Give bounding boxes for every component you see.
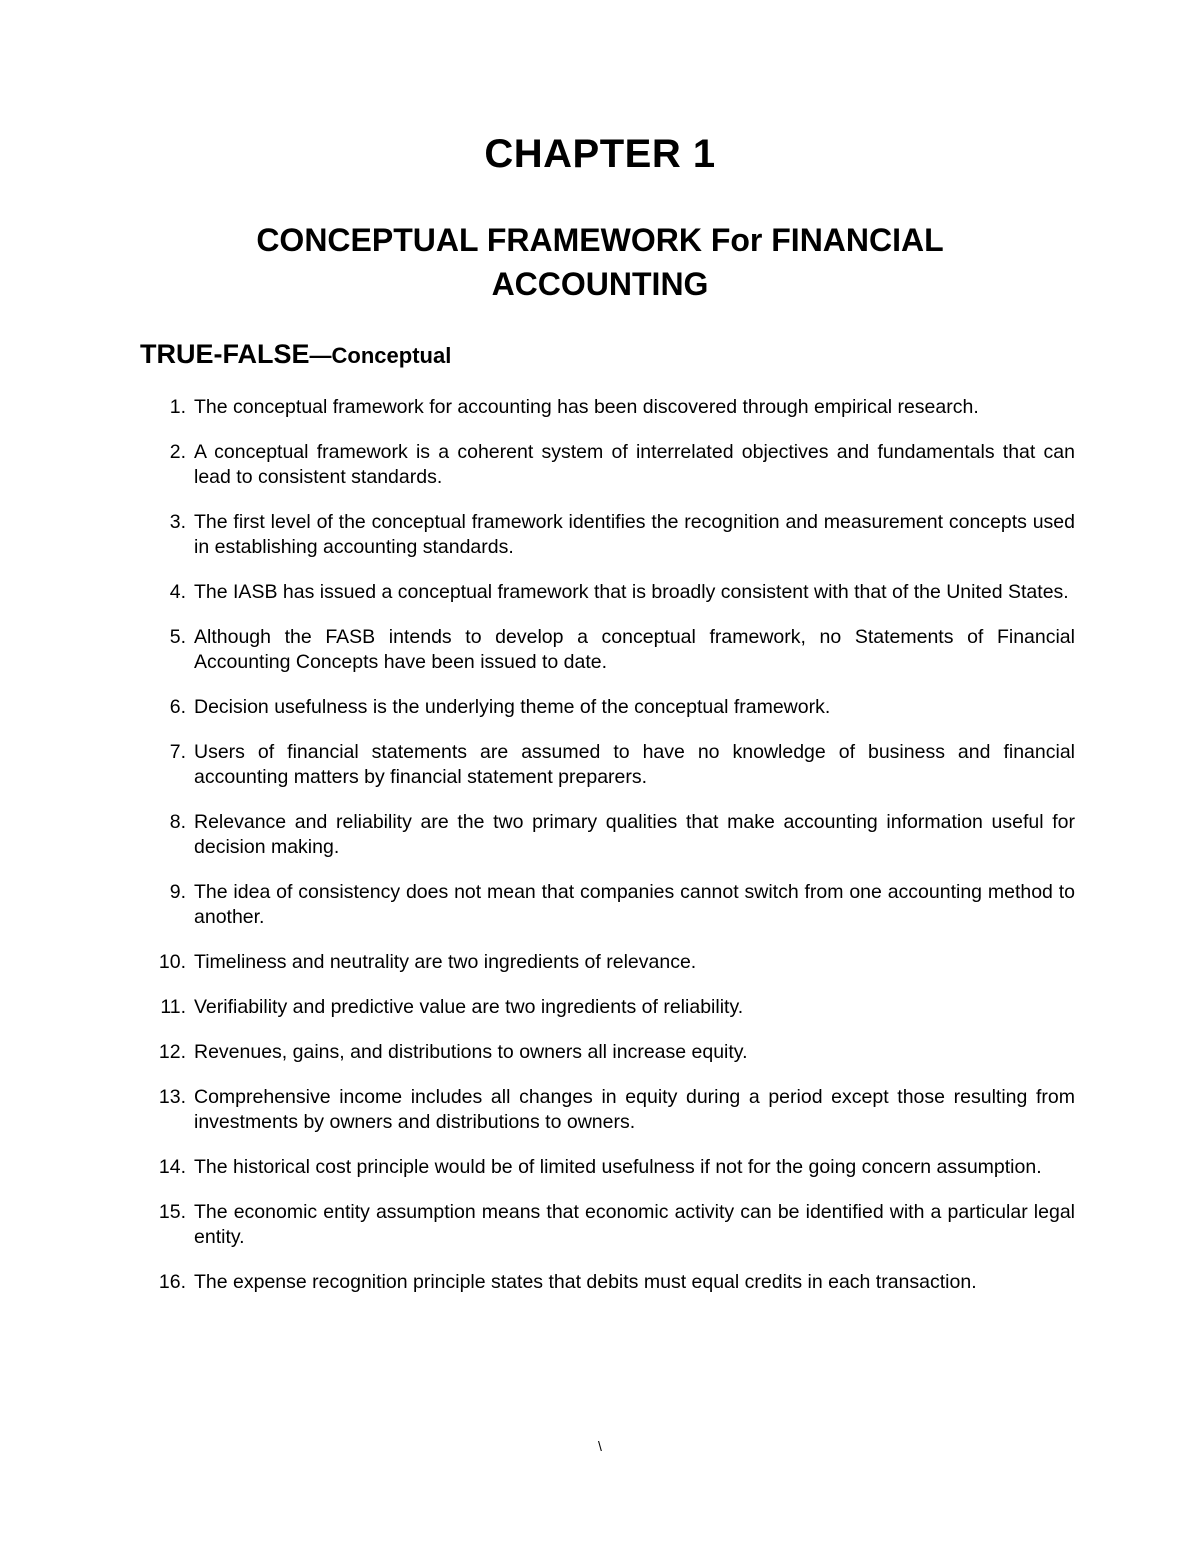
section-heading-sub: Conceptual: [331, 343, 452, 368]
question-item: [140, 1040, 1075, 1065]
question-number: 6.: [169, 696, 186, 718]
question-item: [140, 1155, 1075, 1180]
question-text: Verifiability and predictive value are two ingredients of reliability.: [194, 996, 744, 1018]
question-text: Users of financial statements are assumed to have no knowledge of business and financial accounting matters by financial statement preparers.: [194, 741, 1075, 788]
question-number: 9.: [169, 881, 186, 903]
question-number: 13.: [158, 1086, 186, 1108]
question-text: The IASB has issued a conceptual framework that is broadly consistent with that of the United States.: [194, 581, 1069, 603]
question-item: [140, 625, 1075, 675]
question-number: 3.: [169, 511, 186, 533]
chapter-title: CHAPTER 1: [484, 132, 716, 176]
question-number: 7.: [169, 741, 186, 763]
question-number: 4.: [169, 581, 186, 603]
question-item: [140, 1200, 1075, 1250]
question-item: [140, 510, 1075, 560]
question-item: [140, 1085, 1075, 1135]
question-item: [140, 950, 1075, 975]
question-number: 15.: [158, 1201, 186, 1223]
question-text: The conceptual framework for accounting has been discovered through empirical research.: [194, 396, 979, 418]
question-number: 12.: [158, 1041, 186, 1063]
question-number: 8.: [169, 811, 186, 833]
section-heading: [140, 336, 451, 374]
question-text: Comprehensive income includes all changes in equity during a period except those resulting from investments by owners and distributions to owners.: [194, 1086, 1075, 1133]
question-number: 11.: [160, 996, 186, 1018]
question-text: The economic entity assumption means that economic activity can be identified with a particular legal entity.: [194, 1201, 1075, 1248]
question-item: [140, 695, 1075, 720]
question-item: [140, 395, 1075, 420]
question-number: 14.: [158, 1156, 186, 1178]
question-text: Decision usefulness is the underlying theme of the conceptual framework.: [194, 696, 831, 718]
question-item: [140, 995, 1075, 1020]
question-text: A conceptual framework is a coherent system of interrelated objectives and fundamentals that can lead to consistent standards.: [194, 441, 1075, 488]
question-item: [140, 880, 1075, 930]
question-text: Relevance and reliability are the two primary qualities that make accounting information useful for decision making.: [194, 811, 1075, 858]
question-text: The first level of the conceptual framework identifies the recognition and measurement concepts used in establishing accounting standards.: [194, 511, 1075, 558]
question-item: [140, 580, 1075, 605]
question-number: 5.: [169, 626, 186, 648]
question-item: [140, 1270, 1075, 1295]
question-text: Revenues, gains, and distributions to owners all increase equity.: [194, 1041, 748, 1063]
question-item: [140, 810, 1075, 860]
question-item: [140, 740, 1075, 790]
question-text: The historical cost principle would be of limited usefulness if not for the going concern assumption.: [194, 1156, 1042, 1178]
question-number: 1.: [169, 396, 186, 418]
question-list: [140, 395, 1075, 1295]
question-text: Although the FASB intends to develop a conceptual framework, no Statements of Financial Accounting Concepts have been issued to date.: [194, 626, 1075, 673]
document-title: CONCEPTUAL FRAMEWORK For FINANCIAL ACCOUNTING: [256, 222, 944, 302]
section-heading-dash: —: [309, 343, 332, 368]
question-item: [140, 440, 1075, 490]
question-number: 2.: [169, 441, 186, 463]
question-number: 10.: [158, 951, 186, 973]
question-text: The idea of consistency does not mean that companies cannot switch from one accounting method to another.: [194, 881, 1075, 928]
section-heading-main: TRUE-FALSE: [140, 339, 310, 369]
page-number: \: [598, 1438, 602, 1454]
question-number: 16.: [158, 1271, 186, 1293]
question-text: The expense recognition principle states that debits must equal credits in each transaction.: [194, 1271, 977, 1293]
question-text: Timeliness and neutrality are two ingredients of relevance.: [194, 951, 697, 973]
